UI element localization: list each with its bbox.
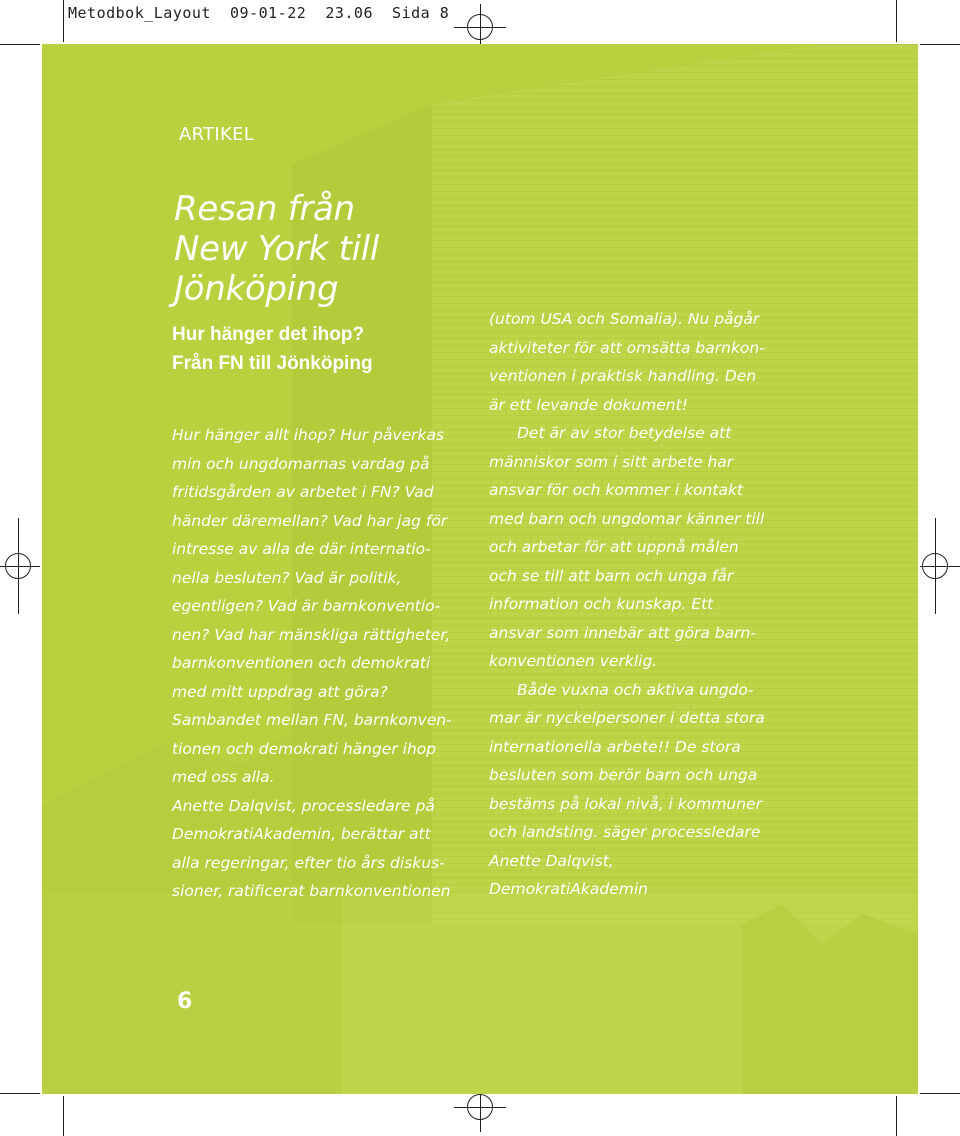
body-line: Anette Dalqvist, processledare på	[172, 796, 435, 815]
body-line: med barn och ungdomar känner till	[489, 509, 765, 528]
body-line: alla regeringar, efter tio års diskus-	[172, 853, 445, 872]
body-line: Sambandet mellan FN, barnkonven-	[172, 711, 452, 729]
body-line: sioner, ratificerat barnkonventionen	[172, 882, 451, 900]
body-line: händer däremellan? Vad har jag för	[172, 511, 448, 530]
body-line: med oss alla.	[172, 768, 275, 786]
body-line: nella besluten? Vad är politik,	[172, 568, 402, 587]
body-line: DemokratiAkademin, berättar att	[172, 825, 431, 843]
body-column-right	[489, 305, 765, 904]
body-line: internationella arbete!! De stora	[489, 737, 741, 756]
subtitle-line: Hur hänger det ihop?	[172, 324, 365, 345]
body-line: och arbetar för att uppnå målen	[489, 538, 739, 556]
body-line: ansvar för och kommer i kontakt	[489, 481, 744, 499]
body-line: Det är av stor betydelse att	[517, 424, 732, 442]
body-line: Anette Dalqvist,	[489, 851, 614, 870]
print-slug: Metodbok_Layout 09-01-22 23.06 Sida 8	[68, 4, 450, 22]
body-line: konventionen verklig.	[489, 652, 658, 670]
page-number: 6	[177, 989, 193, 1014]
body-line: egentligen? Vad är barnkonventio-	[172, 597, 441, 615]
body-line: DemokratiAkademin	[489, 880, 648, 898]
body-line: fritidsgården av arbetet i FN? Vad	[172, 483, 434, 501]
article-subtitle	[172, 320, 373, 378]
article-kicker: ARTIKEL	[179, 124, 255, 145]
body-line: nen? Vad har mänskliga rättigheter,	[172, 625, 451, 644]
body-line: besluten som berör barn och unga	[489, 766, 758, 784]
body-line: är ett levande dokument!	[489, 395, 688, 414]
body-line: information och kunskap. Ett	[489, 595, 714, 613]
body-line: aktiviteter för att omsätta barnkon-	[489, 338, 765, 357]
article-panel	[42, 44, 918, 1094]
article-title	[174, 189, 379, 309]
body-line: med mitt uppdrag att göra?	[172, 682, 388, 701]
body-line: min och ungdomarnas vardag på	[172, 454, 430, 473]
body-column-left	[172, 421, 452, 906]
title-line: New York till	[174, 229, 380, 269]
title-line: Resan från	[174, 189, 355, 229]
body-line: tionen och demokrati hänger ihop	[172, 739, 437, 758]
body-line: ventionen i praktisk handling. Den	[489, 367, 757, 385]
body-line: (utom USA och Somalia). Nu pågår	[489, 310, 760, 328]
title-line: Jönköping	[174, 269, 339, 309]
body-line: intresse av alla de där internatio-	[172, 540, 431, 558]
body-line: människor som i sitt arbete har	[489, 452, 734, 471]
body-line: mar är nyckelpersoner i detta stora	[489, 709, 765, 727]
body-line: och landsting. säger processledare	[489, 823, 761, 841]
body-line: bestäms på lokal nivå, i kommuner	[489, 794, 762, 813]
body-line: och se till att barn och unga får	[489, 566, 734, 585]
body-line: ansvar som innebär att göra barn-	[489, 623, 756, 642]
body-line: barnkonventionen och demokrati	[172, 654, 431, 672]
body-line: Hur hänger allt ihop? Hur påverkas	[172, 426, 445, 444]
body-line: Både vuxna och aktiva ungdo-	[517, 680, 754, 699]
subtitle-line: Från FN till Jönköping	[172, 353, 373, 374]
